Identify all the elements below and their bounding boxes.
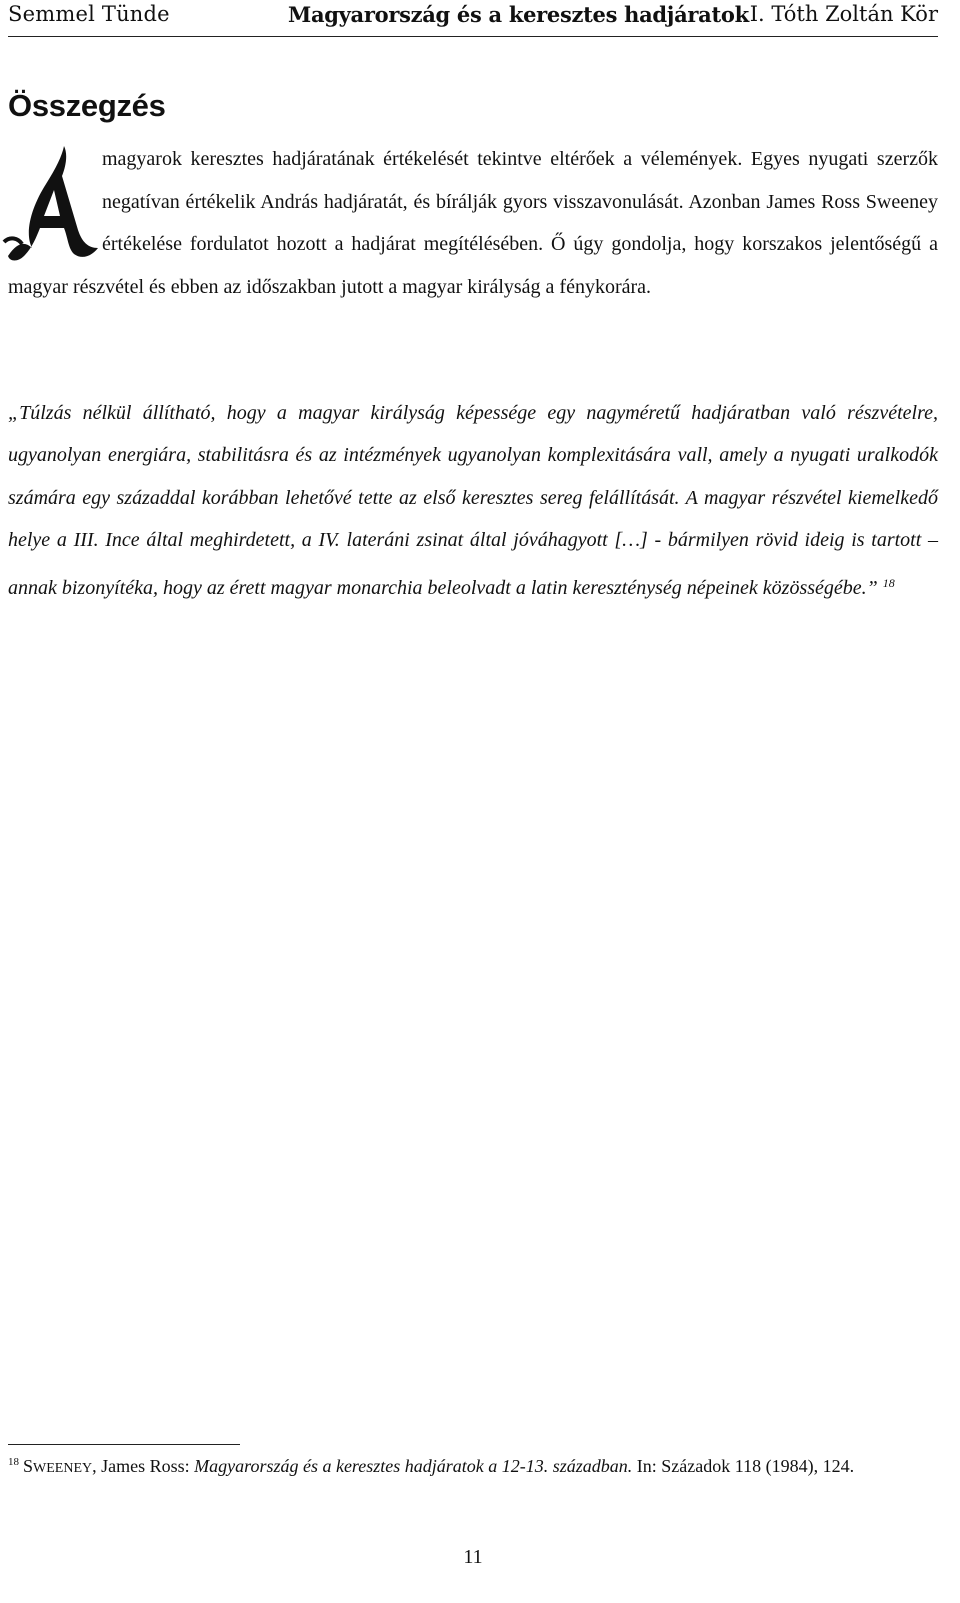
summary-paragraph (8, 138, 938, 308)
header-title: Magyarország és a keresztes hadjáratok (288, 2, 749, 27)
footnote-source: In: Századok 118 (1984), 124. (632, 1456, 855, 1476)
dropcap-letter (2, 144, 100, 264)
sweeney-quote (8, 392, 938, 609)
header-author: Semmel Tünde (8, 2, 170, 26)
footnote-author-rest: WEENEY (33, 1461, 93, 1476)
footnote-work-title: Magyarország és a keresztes hadjáratok a 12-13. században. (194, 1456, 633, 1476)
dropcap-a-icon (2, 144, 100, 264)
quote-text: „Túlzás nélkül állítható, hogy a magyar királyság képessége egy nagyméretű hadjáratban való részvételre, ugyanolyan energiára, stabilitásra és az intézmények ugyanolyan komplexitására vall, amely a nyugati uralkodók számára egy századdal korábban lehetővé tette az első keresztes sereg felállítását. A magyar részvétel kiemelkedő helye a III. Ince által meghirdetett, a IV. lateráni zsinat által jóváhagyott […] - bármilyen rövid ideig is tartott – annak bizonyítéka, hogy az érett magyar monarchia beleolvadt a latin kereszténység népeinek közösségébe.” (8, 402, 938, 599)
page-number: 11 (463, 1546, 483, 1568)
section-title: Összegzés (8, 88, 166, 123)
footnote-number: 18 (8, 1456, 19, 1468)
footnote-author-given: , James Ross: (92, 1456, 195, 1476)
footnote-reference[interactable]: 18 (882, 575, 895, 590)
running-header (8, 0, 938, 37)
footnote-separator (8, 1444, 240, 1445)
header-venue: I. Tóth Zoltán Kör (749, 2, 938, 26)
footnote (8, 1450, 938, 1481)
footnote-author-initial: S (23, 1456, 34, 1476)
summary-text: magyarok keresztes hadjáratának értékelését tekintve eltérőek a vélemények. Egyes nyugati szerzők negatívan értékelik András hadjáratát, és bírálják gyors visszavonulását. Azonban James Ross Sweeney értékelése fordulatot hozott a hadjárat megítélésében. Ő úgy gondolja, hogy korszakos jelentőségű a magyar részvétel és ebben az időszakban jutott a magyar királyság a fénykorára. (8, 148, 938, 298)
